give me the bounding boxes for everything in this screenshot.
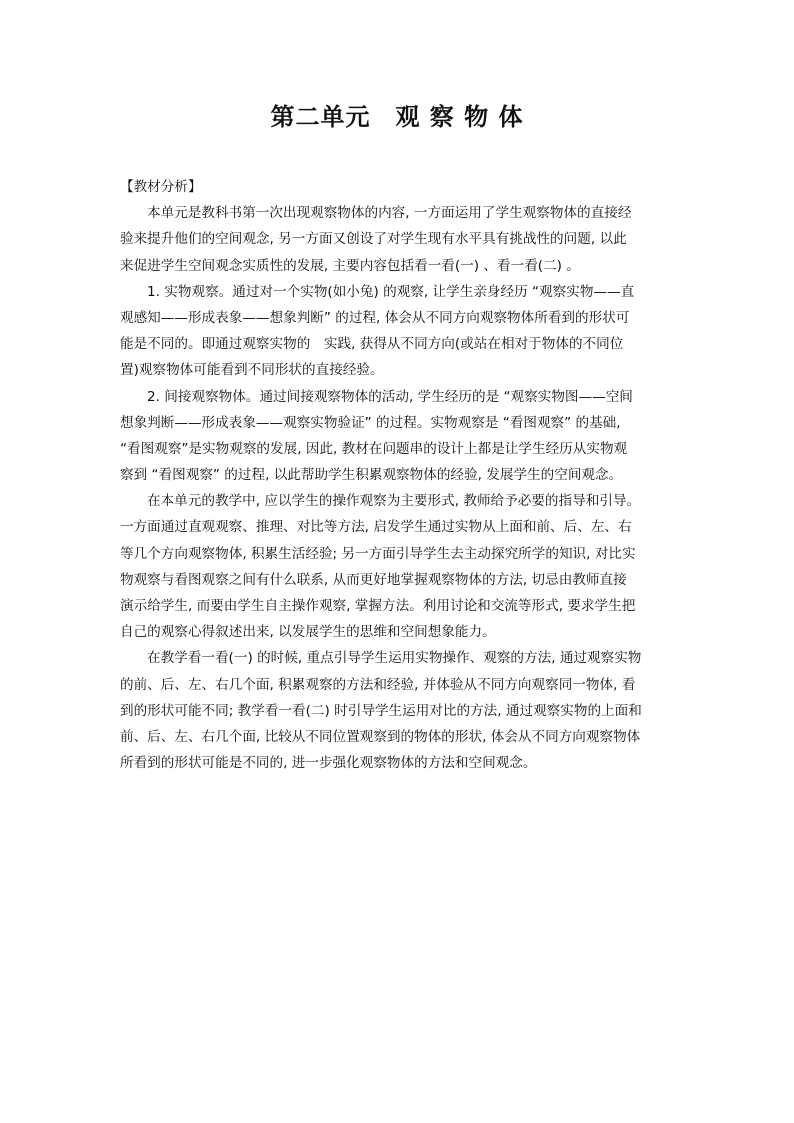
text-line: 2. 间接观察物体。通过间接观察物体的活动, 学生经历的是 “观察实物图——空间 (147, 388, 633, 405)
text-line: 前、后、左、右几个面, 比较从不同位置观察到的物体的形状, 体会从不同方向观察物体 (120, 728, 641, 745)
text-line: 能是不同的。即通过观察实物的 实践, 获得从不同方向(或站在相对于物体的不同位 (120, 336, 624, 353)
document-body (120, 174, 680, 776)
paragraph-indirect-observation (120, 384, 680, 489)
text-line: 一方面通过直观观察、推理、对比等方法, 启发学生通过实物从上面和前、后、左、右 (120, 519, 632, 536)
paragraph-intro (120, 200, 680, 279)
text-line: 等几个方向观察物体, 积累生活经验; 另一方面引导学生去主动探究所学的知识, 对比实 (120, 545, 636, 562)
paragraph-teaching-approach (120, 488, 680, 645)
document-title: 第二单元 观 察 物 体 (270, 103, 524, 131)
text-line: 演示给学生, 而要由学生自主操作观察, 掌握方法。利用讨论和交流等形式, 要求学生把 (120, 598, 636, 615)
text-line: 来促进学生空间观念实质性的发展, 主要内容包括看一看(一) 、看一看(二) 。 (120, 257, 580, 274)
paragraph-lesson-guidance (120, 645, 680, 776)
text-line: 物观察与看图观察之间有什么联系, 从而更好地掌握观察物体的方法, 切忌由教师直接 (120, 571, 627, 588)
text-line: 本单元是教科书第一次出现观察物体的内容, 一方面运用了学生观察物体的直接经 (147, 205, 632, 222)
text-line: 验来提升他们的空间观念, 另一方面又创设了对学生现有水平具有挑战性的问题, 以此 (120, 231, 627, 248)
text-line: 到的形状可能不同; 教学看一看(二) 时引导学生运用对比的方法, 通过观察实物的上面和 (120, 702, 642, 719)
text-line: 想象判断——形成表象——观察实物验证” 的过程。实物观察是 “看图观察” 的基础, (120, 414, 621, 431)
section-label: 【教材分析】 (120, 179, 202, 195)
text-line: 所看到的形状可能是不同的, 进一步强化观察物体的方法和空间观念。 (120, 755, 537, 772)
text-line: “看图观察”是实物观察的发展, 因此, 教材在问题串的设计上都是让学生经历从实物观 (120, 440, 628, 457)
text-line: 的前、后、左、右几个面, 积累观察的方法和经验, 并体验从不同方向观察同一物体, 看 (120, 676, 636, 693)
text-line: 在教学看一看(一) 的时候, 重点引导学生运用实物操作、观察的方法, 通过观察实物 (147, 650, 642, 667)
text-line: 置)观察物体可能看到不同形状的直接经验。 (120, 362, 384, 379)
text-line: 自己的观察心得叙述出来, 以发展学生的思维和空间想象能力。 (120, 624, 496, 641)
text-line: 在本单元的教学中, 应以学生的操作观察为主要形式, 教师给予必要的指导和引导。 (147, 493, 641, 510)
text-line: 1. 实物观察。通过对一个实物(如小兔) 的观察, 让学生亲身经历 “观察实物——直 (147, 283, 635, 300)
paragraph-direct-observation (120, 279, 680, 384)
text-line: 观感知——形成表象——想象判断” 的过程, 体会从不同方向观察物体所看到的形状可 (120, 309, 630, 326)
text-line: 察到 “看图观察” 的过程, 以此帮助学生积累观察物体的经验, 发展学生的空间观念。 (120, 467, 623, 484)
